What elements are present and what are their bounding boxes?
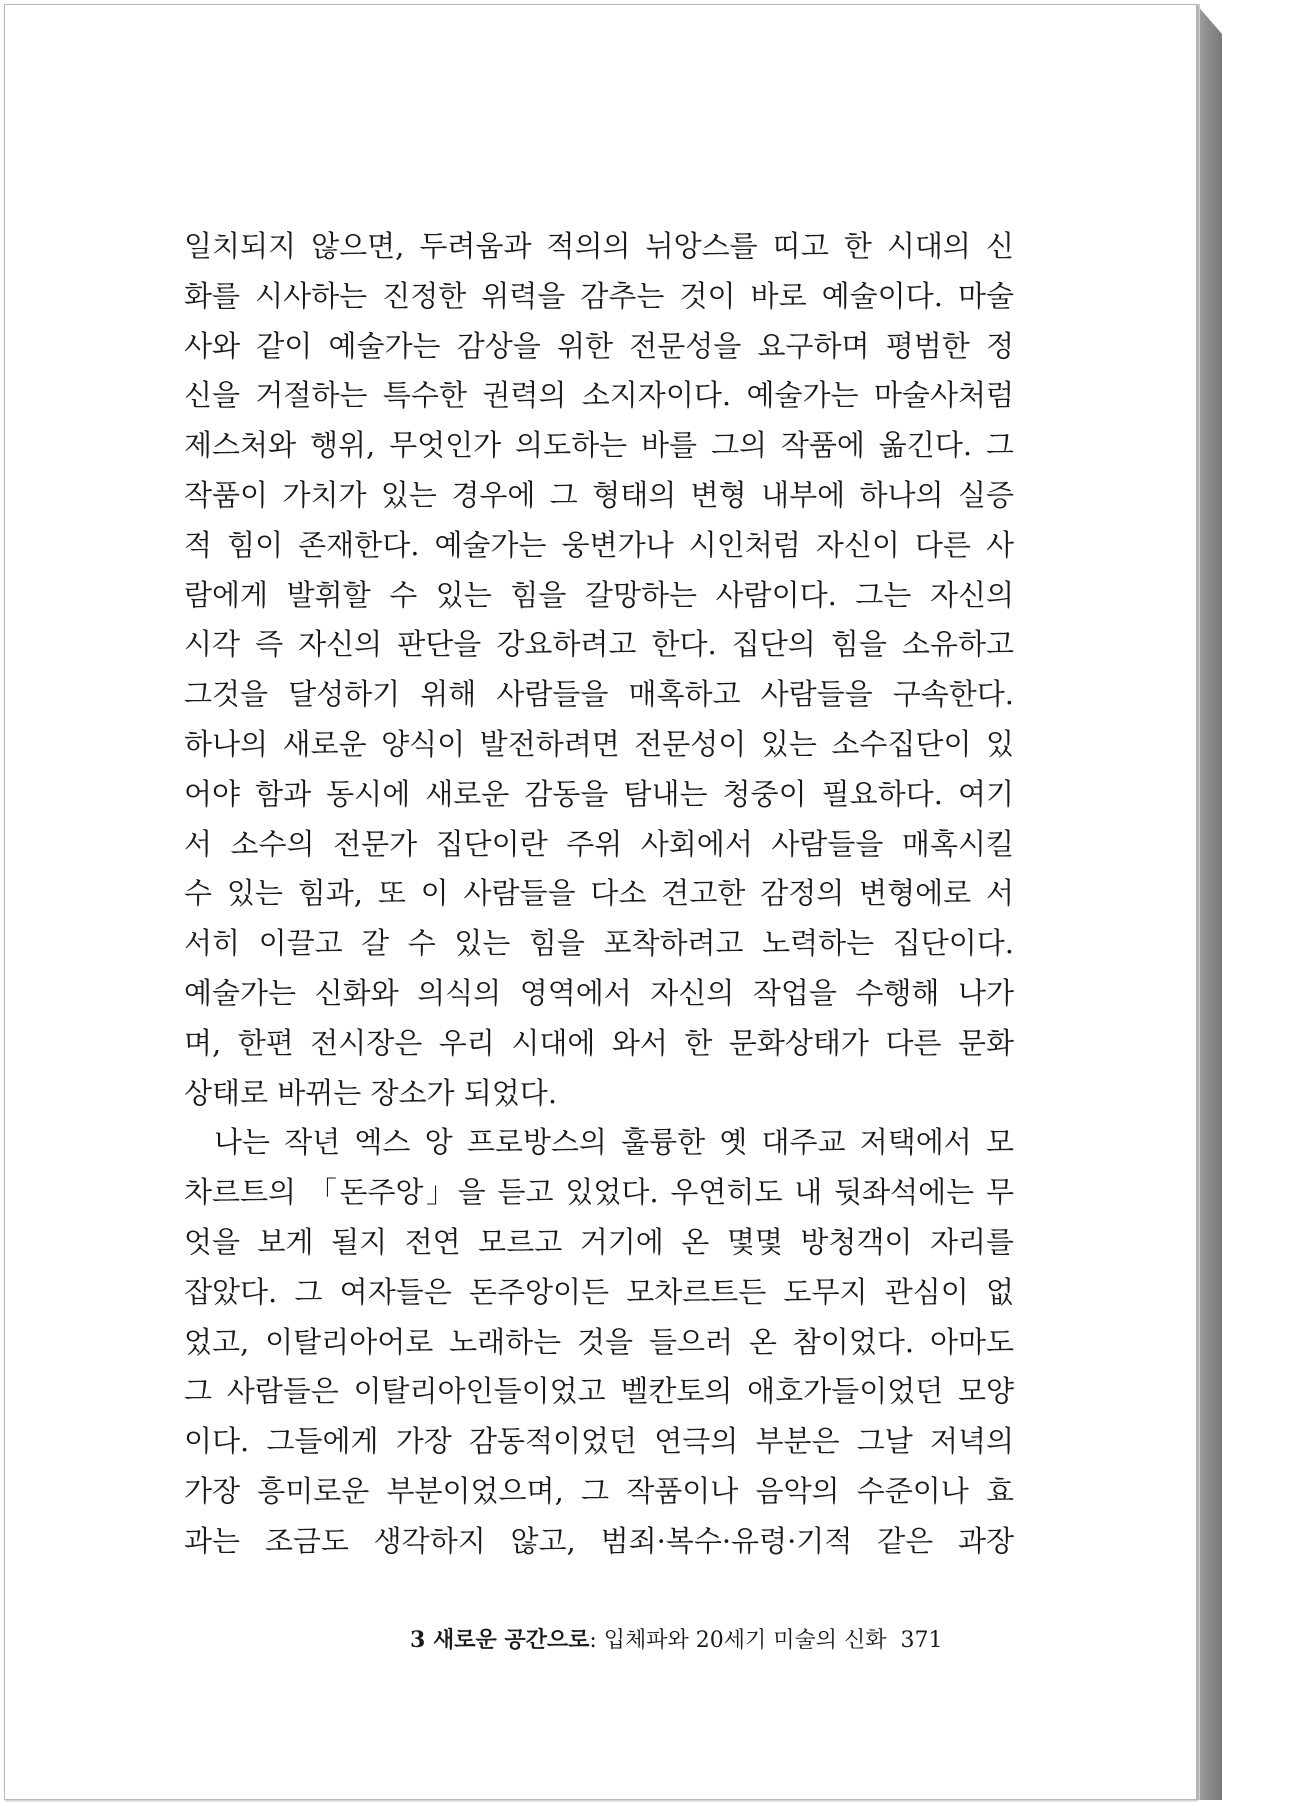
text-line: 서히 이끌고 갈 수 있는 힘을 포착하려고 노력하는 집단이다. bbox=[184, 926, 1014, 961]
text-line: 작품이 가치가 있는 경우에 그 형태의 변형 내부에 하나의 실증 bbox=[184, 477, 1014, 512]
text-line: 하나의 새로운 양식이 발전하려면 전문성이 있는 소수집단이 있 bbox=[184, 726, 1014, 761]
text-line: 그 사람들은 이탈리아인들이었고 벨칸토의 애호가들이었던 모양 bbox=[184, 1374, 1014, 1409]
text-line: 사와 같이 예술가는 감상을 위한 전문성을 요구하며 평범한 정 bbox=[184, 328, 1014, 363]
running-footer bbox=[410, 1623, 990, 1654]
page-number: 371 bbox=[900, 1628, 943, 1653]
text-line: 람에게 발휘할 수 있는 힘을 갈망하는 사람이다. 그는 자신의 bbox=[184, 577, 1014, 612]
text-line: 수 있는 힘과, 또 이 사람들을 다소 견고한 감정의 변형에로 서 bbox=[184, 876, 1014, 911]
text-line: 과는 조금도 생각하지 않고, 범죄·복수·유령·기적 같은 과장 bbox=[184, 1523, 1014, 1558]
text-line: 시각 즉 자신의 판단을 강요하려고 한다. 집단의 힘을 소유하고 bbox=[184, 627, 1014, 662]
text-line: 화를 시사하는 진정한 위력을 감추는 것이 바로 예술이다. 마술 bbox=[184, 278, 1014, 313]
text-line: 서 소수의 전문가 집단이란 주위 사회에서 사람들을 매혹시킬 bbox=[184, 826, 1014, 861]
text-line: 가장 흥미로운 부분이었으며, 그 작품이나 음악의 수준이나 효 bbox=[184, 1473, 1014, 1508]
text-line: 적 힘이 존재한다. 예술가는 웅변가나 시인처럼 자신이 다른 사 bbox=[184, 527, 1014, 562]
text-line: 어야 함과 동시에 새로운 감동을 탐내는 청중이 필요하다. 여기 bbox=[184, 776, 1014, 811]
text-line: 신을 거절하는 특수한 권력의 소지자이다. 예술가는 마술사처럼 bbox=[184, 378, 1014, 413]
text-line: 잡았다. 그 여자들은 돈주앙이든 모차르트든 도무지 관심이 없 bbox=[184, 1274, 1014, 1309]
body-text bbox=[184, 222, 1014, 1567]
text-line: 차르트의 「돈주앙」을 듣고 있었다. 우연히도 내 뒷좌석에는 무 bbox=[184, 1175, 1014, 1210]
text-line: 었고, 이탈리아어로 노래하는 것을 들으러 온 참이었다. 아마도 bbox=[184, 1324, 1014, 1359]
text-line: 그것을 달성하기 위해 사람들을 매혹하고 사람들을 구속한다. bbox=[184, 677, 1014, 712]
paragraph-start-line: 나는 작년 엑스 앙 프로방스의 훌륭한 옛 대주교 저택에서 모 bbox=[214, 1125, 1014, 1160]
text-line: 제스처와 행위, 무엇인가 의도하는 바를 그의 작품에 옮긴다. 그 bbox=[184, 428, 1014, 463]
footer-separator: : bbox=[589, 1628, 604, 1653]
text-line: 일치되지 않으면, 두려움과 적의의 뉘앙스를 띠고 한 시대의 신 bbox=[184, 229, 1014, 263]
chapter-title: 3 새로운 공간으로 bbox=[410, 1627, 590, 1653]
text-line: 예술가는 신화와 의식의 영역에서 자신의 작업을 수행해 나가 bbox=[184, 975, 1014, 1010]
text-line: 엇을 보게 될지 전연 모르고 거기에 온 몇몇 방청객이 자리를 bbox=[184, 1224, 1014, 1259]
paragraph-end-line: 상태로 바뀌는 장소가 되었다. bbox=[184, 1075, 558, 1110]
text-line: 며, 한편 전시장은 우리 시대에 와서 한 문화상태가 다른 문화 bbox=[184, 1025, 1014, 1060]
chapter-subtitle: 입체파와 20세기 미술의 신화 bbox=[603, 1628, 887, 1653]
text-line: 이다. 그들에게 가장 감동적이었던 연극의 부분은 그날 저녁의 bbox=[184, 1424, 1014, 1459]
